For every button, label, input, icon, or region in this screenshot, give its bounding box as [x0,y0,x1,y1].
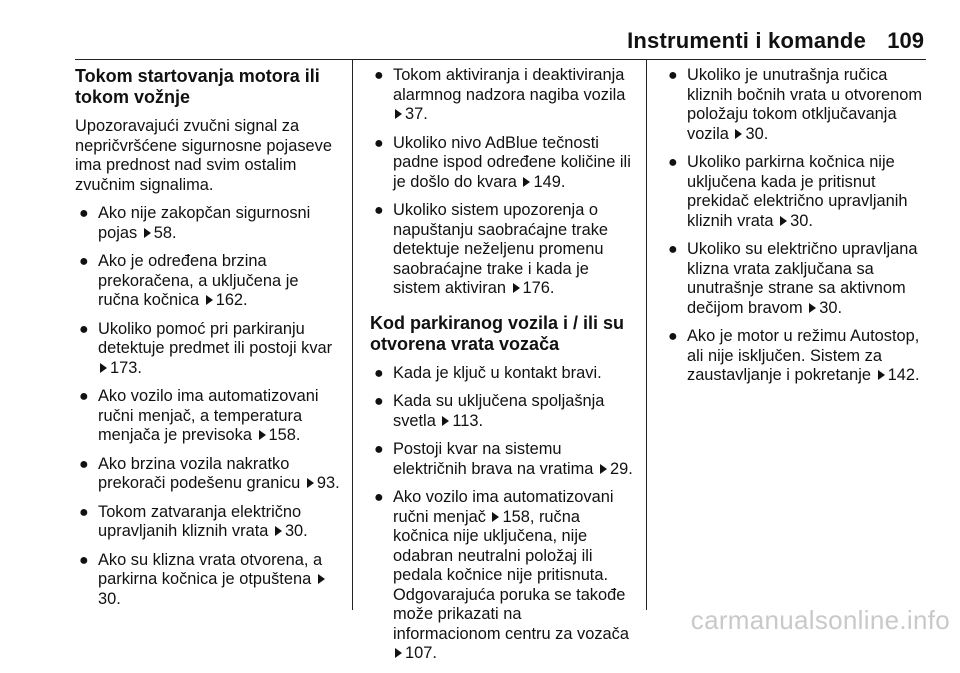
bullet-icon: ● [79,503,89,521]
bullet-icon: ● [668,328,678,345]
page-ref-arrow-icon [144,228,151,238]
list-item [370,134,633,193]
list-item [664,153,929,231]
list-item [370,201,633,299]
list-item [370,66,633,125]
list-item [664,327,929,386]
page-ref-arrow-icon [492,512,499,522]
section-title: Instrumenti i komande [627,28,866,53]
page-ref[interactable]: 30. [790,211,813,230]
page-ref-arrow-icon [600,464,607,474]
page-ref-arrow-icon [395,648,402,658]
bullet-icon: ● [668,67,678,84]
item-text: Ako vozilo ima automatizovani ručni menjač, a temperatura menjača je previsoka [98,387,319,444]
bullet-icon: ● [374,134,384,152]
page-ref[interactable]: 30. [284,522,308,540]
page-ref-arrow-icon [780,216,787,226]
list-item [664,240,929,318]
column-2 [370,66,633,673]
item-text: Ako su klizna vrata otvorena, a parkirna kočnica je otpuštena [98,550,323,588]
list-item [370,488,633,664]
bullet-icon: ● [79,253,89,270]
column-divider [352,60,353,610]
item-text: Ako je motor u režimu Autostop, ali nije isključen. Sistem za zaustavljanje i pokretanje [687,327,920,384]
page-ref-arrow-icon [513,283,520,293]
page-ref-arrow-icon [259,430,266,440]
bullet-icon: ● [79,320,89,338]
list-item [370,364,633,384]
item-text: Kada je ključ u kontakt bravi. [393,363,602,382]
page-ref[interactable]: 158, [502,507,535,526]
bullet-list [370,66,633,299]
page-ref-arrow-icon [395,109,402,119]
page-ref[interactable]: 58. [153,223,177,242]
page-ref-arrow-icon [318,574,325,584]
bullet-icon: ● [79,455,89,473]
list-item [370,392,633,431]
item-text: Ako brzina vozila nakratko prekorači podešenu granicu [98,454,301,492]
page-ref[interactable]: 30. [745,124,769,143]
list-item [370,440,633,479]
bullet-list [370,364,633,664]
bullet-icon: ● [668,241,678,258]
bullet-icon: ● [668,154,678,171]
item-text: Kada su uključena spoljašnja svetla [393,392,605,430]
item-text: Tokom zatvaranja električno upravljanih kliznih vrata [98,502,302,540]
item-text: Tokom aktiviranja i deaktiviranja alarmnog nadzora nagiba vozila [393,66,626,104]
item-text: Ako nije zakopčan sigurnosni pojas [98,204,311,242]
column-divider [646,60,647,610]
list-item [75,387,342,446]
column-3 [664,66,929,395]
section-heading: Tokom startovanja motora ili tokom vožnje [75,66,320,107]
page-ref-arrow-icon [523,177,530,187]
bullet-list [664,66,929,386]
item-text: Ukoliko nivo AdBlue tečnosti padne ispod određene količine ili je došlo do kvara [393,133,631,191]
page-ref[interactable]: 93. [316,474,340,492]
bullet-list [75,204,342,609]
item-text: Ako vozilo ima automatizovani ručni menjač [393,488,614,526]
page-ref-arrow-icon [442,416,449,426]
list-item [75,204,342,243]
list-item [75,551,342,610]
page-ref-arrow-icon [206,295,213,305]
item-text: Postoji kvar na sistemu električnih brava na vratima [393,440,594,478]
item-text: Ukoliko su električno upravljana klizna vrata zaključana sa unutrašnje strane sa aktivnom dečijom bravom [687,240,918,317]
list-item [75,455,342,494]
item-text: Ukoliko parkirna kočnica nije uključena kada je pritisnut prekidač električno upravljanih kliznih vrata [687,153,908,230]
page-ref[interactable]: 142. [887,366,920,384]
section-heading: Kod parkiranog vozila i / ili su otvorena vrata vozača [370,312,625,354]
page-ref-arrow-icon [307,478,314,488]
page-ref[interactable]: 30. [98,589,121,608]
page-ref-arrow-icon [878,370,885,380]
item-text: Ako je određena brzina prekoračena, a uključena je ručna kočnica [98,252,299,309]
bullet-icon: ● [374,393,384,410]
intro-paragraph: Upozoravajući zvučni signal za nepričvršćene sigurnosne pojaseve ima prednost nad svim ostalim zvučnim signalima. [75,117,332,194]
list-item [664,66,929,144]
item-text: ručna kočnica nije uključena, nije odabran neutralni položaj ili pedala kočnice nije pritisnuta. Odgovarajuća poruka se takođe može prikazati na informacionom centru za vozača [393,507,629,643]
item-text: Ukoliko sistem upozorenja o napuštanju saobraćajne trake detektuje neželjenu promenu saobraćajne trake i kada je sistem aktiviran [393,201,609,297]
bullet-icon: ● [374,364,384,382]
item-text: Ukoliko je unutrašnja ručica kliznih bočnih vrata u otvorenom položaju tokom otključavanja vozila [687,66,923,143]
item-text: Ukoliko pomoć pri parkiranju detektuje predmet ili postoji kvar [98,319,333,357]
column-1 [75,66,342,618]
page-ref-arrow-icon [735,129,742,139]
bullet-icon: ● [374,67,384,84]
page-header [75,22,926,60]
bullet-icon: ● [374,202,384,219]
page-ref[interactable]: 29. [609,459,633,478]
page-ref[interactable]: 149. [533,172,566,191]
bullet-icon: ● [79,388,89,405]
bullet-icon: ● [374,441,384,458]
watermark: carmanualsonline.info [690,605,950,635]
page-number: 109 [887,28,924,53]
bullet-icon: ● [374,489,384,506]
bullet-icon: ● [79,551,89,569]
page-ref[interactable]: 37. [405,105,428,123]
bullet-icon: ● [79,205,89,222]
page-ref-arrow-icon [275,526,282,536]
page-ref[interactable]: 30. [819,298,843,317]
page-ref-arrow-icon [100,363,107,373]
list-item [75,503,342,542]
page-ref[interactable]: 176. [522,279,555,297]
list-item [75,320,342,379]
page-ref[interactable]: 107. [405,644,437,662]
page-ref[interactable]: 113. [452,411,484,430]
page-ref[interactable]: 162. [215,291,248,309]
page-ref-arrow-icon [809,303,816,313]
page-ref[interactable]: 158. [268,426,301,444]
page-ref[interactable]: 173. [110,358,142,377]
list-item [75,252,342,311]
